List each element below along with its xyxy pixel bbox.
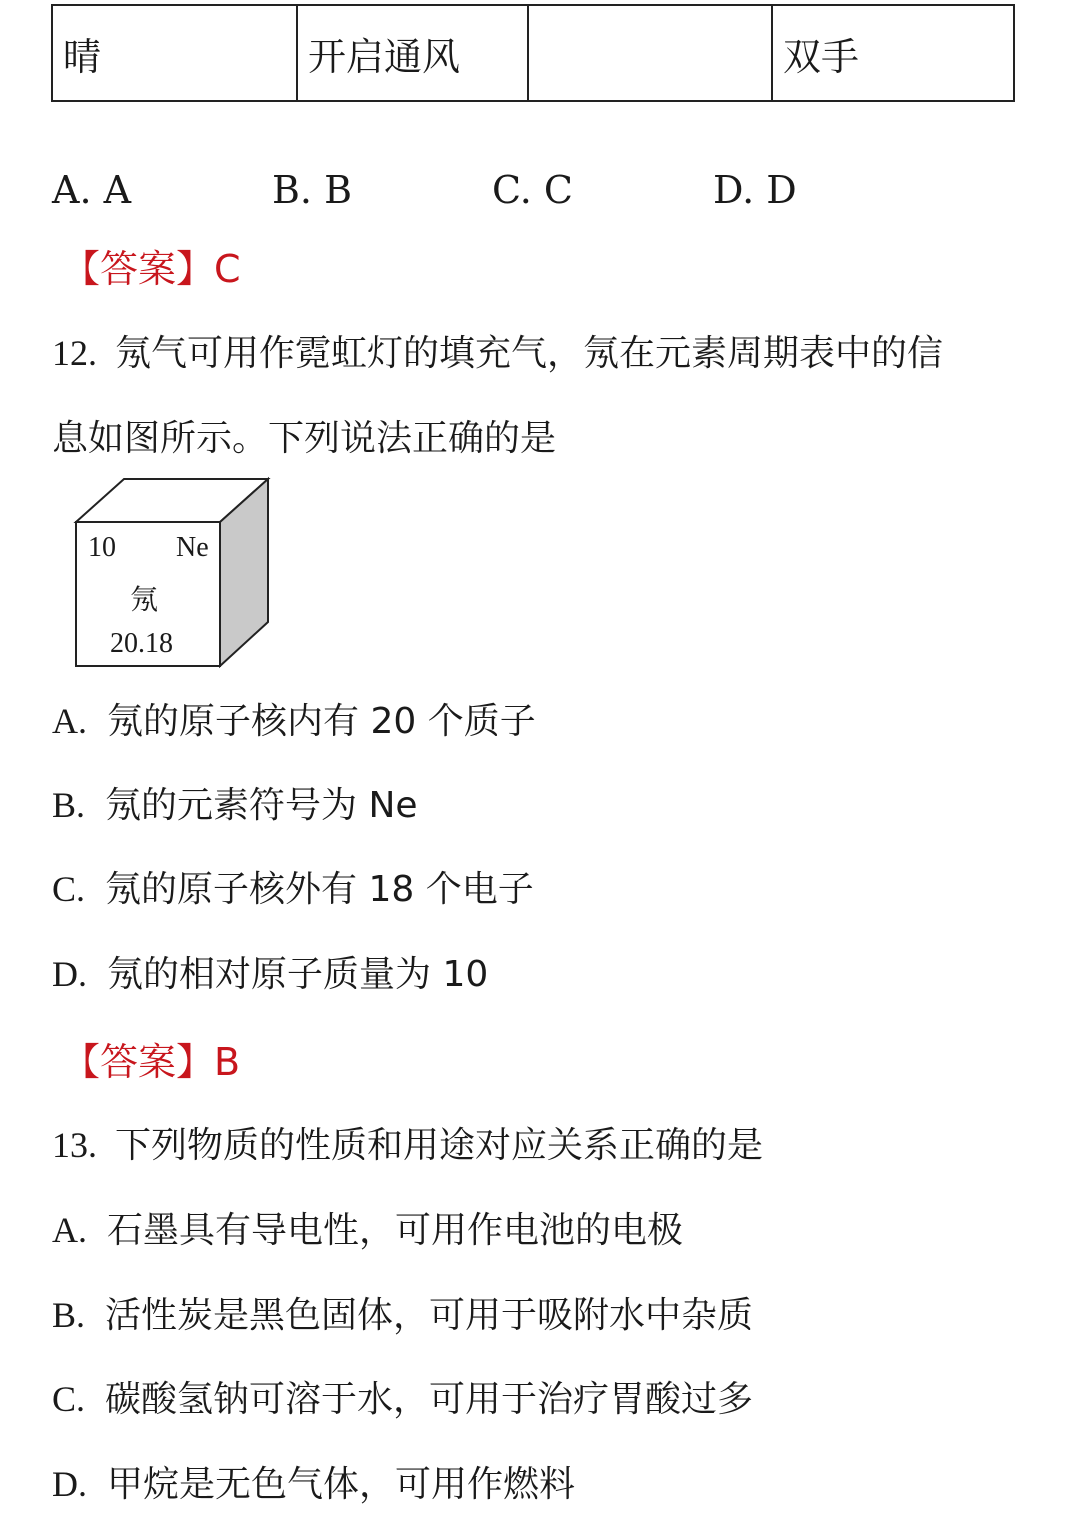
choice-letter: D. [52, 1464, 87, 1504]
table-cell: 晴 [53, 6, 298, 100]
q13-text: 下列物质的性质和用途对应关系正确的是 [115, 1125, 764, 1166]
choice-text: 氖的元素符号为 Ne [105, 785, 418, 826]
choice-letter: C. [52, 1379, 86, 1419]
choice-text: 石墨具有导电性，可用作电池的电极 [107, 1210, 684, 1251]
q12-stem-line2 [52, 410, 556, 461]
q13-choice-c [52, 1371, 753, 1422]
choice-text: 氖的相对原子质量为 10 [107, 954, 489, 995]
q12-text-line1: 氖气可用作霓虹灯的填充气，氖在元素周期表中的信 [115, 333, 944, 374]
element-symbol: Ne [176, 532, 209, 563]
choice-text: 碳酸氢钠可溶于水，可用于治疗胃酸过多 [105, 1379, 754, 1420]
choice-text: 活性炭是黑色固体，可用于吸附水中杂质 [105, 1295, 754, 1336]
q12-choice-b [52, 777, 418, 828]
q12-number: 12. [52, 333, 97, 373]
choice-letter: B. [52, 785, 86, 825]
q13-stem [52, 1117, 763, 1168]
choice-letter: D. [52, 954, 87, 994]
q12-stem-line1 [52, 325, 943, 376]
q12-answer: 【答案】B [62, 1040, 241, 1084]
q13-choice-d [52, 1456, 575, 1507]
q13-choice-a [52, 1202, 683, 1253]
choice-letter: C. [52, 869, 86, 909]
q12-choice-c [52, 861, 534, 912]
q11-option-c: C. C [492, 168, 573, 212]
element-cube-figure [72, 476, 272, 670]
choice-letter: A. [52, 1210, 87, 1250]
q11-option-b: B. B [272, 168, 353, 212]
element-name: 氖 [130, 583, 159, 616]
atomic-mass: 20.18 [110, 628, 173, 659]
choice-letter: B. [52, 1295, 86, 1335]
q13-number: 13. [52, 1125, 97, 1165]
choice-text: 甲烷是无色气体，可用作燃料 [107, 1464, 576, 1505]
table-cell: 开启通风 [298, 6, 529, 100]
q11-option-d: D. D [713, 168, 797, 212]
q12-choice-d [52, 946, 488, 997]
q12-text-line2: 息如图所示。下列说法正确的是 [52, 418, 557, 459]
answer-table [51, 4, 1015, 102]
choice-text: 氖的原子核外有 18 个电子 [105, 869, 534, 910]
atomic-number: 10 [88, 532, 116, 563]
table-cell [529, 6, 773, 100]
table-cell: 双手 [783, 34, 860, 79]
q11-answer: 【答案】C [62, 247, 241, 291]
q11-option-a: A. A [52, 168, 132, 212]
q12-choice-a [52, 693, 536, 744]
choice-letter: A. [52, 701, 87, 741]
choice-text: 氖的原子核内有 20 个质子 [107, 701, 536, 742]
q13-choice-b [52, 1287, 753, 1338]
